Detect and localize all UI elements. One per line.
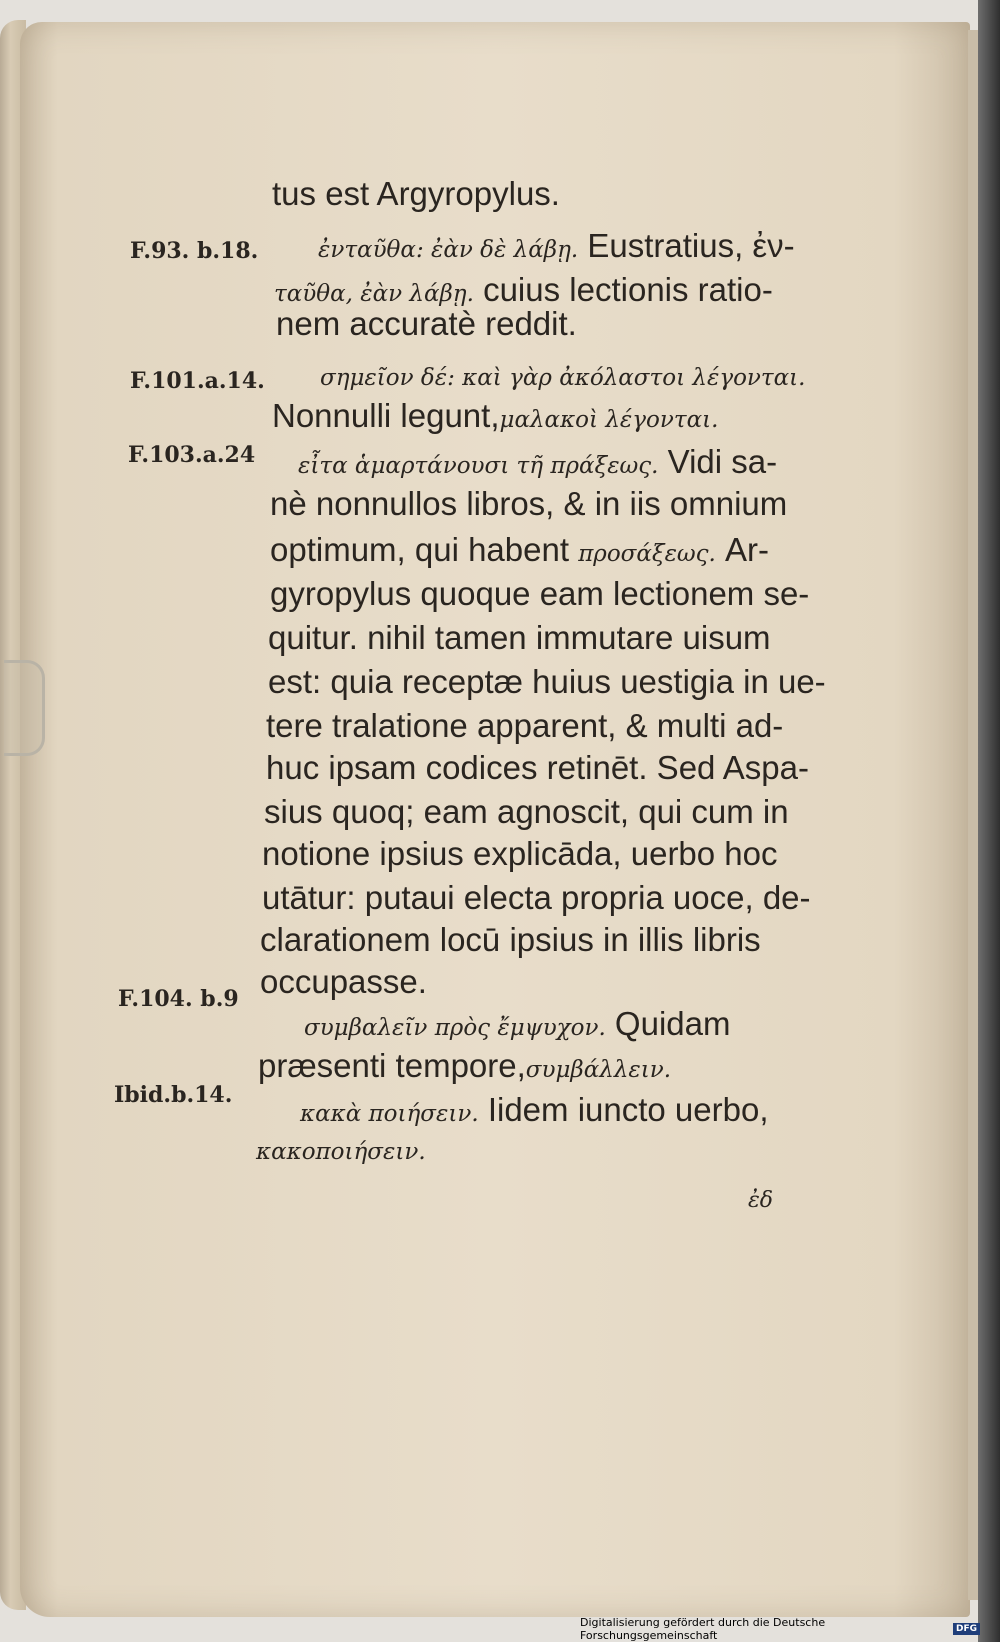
text-line bbox=[300, 1090, 769, 1134]
text-line: tus est Argyropylus. bbox=[272, 175, 560, 212]
text-line: utātur: putaui electa propria uoce, de- bbox=[262, 879, 811, 916]
text-line: nem accuratè reddit. bbox=[276, 305, 577, 342]
text-line: nè nonnullos libros, & in iis omnium bbox=[270, 485, 788, 522]
margin-ref-5: Ibid.b.14. bbox=[114, 1082, 233, 1108]
text-line: σημεῖον δέ: καὶ γὰρ ἀκόλαστοι λέγονται. bbox=[320, 365, 806, 391]
line-text: præsenti tempore, bbox=[258, 1047, 526, 1084]
text-line: quitur. nihil tamen immutare uisum bbox=[268, 619, 771, 656]
greek-phrase: μαλακοὶ λέγονται. bbox=[499, 407, 719, 433]
text-line bbox=[272, 396, 718, 440]
line-text: Vidi sa- bbox=[658, 443, 778, 480]
margin-ref-3: F.103.a.24 bbox=[128, 442, 256, 468]
text-line: gyropylus quoque eam lectionem se- bbox=[270, 575, 810, 612]
line-text: Ar- bbox=[715, 531, 770, 568]
text-line: est: quia receptæ huius uestigia in ue- bbox=[268, 663, 826, 700]
margin-ref-2: F.101.a.14. bbox=[130, 368, 265, 394]
digitization-footer bbox=[580, 1616, 980, 1642]
greek-phrase: εἶτα ἁμαρτάνουσι τῆ πράξεως. bbox=[298, 453, 659, 479]
line-text: Eustratius, ἐν- bbox=[578, 227, 795, 264]
margin-ref-4: F.104. b.9 bbox=[118, 986, 239, 1012]
footer-text: Digitalisierung gefördert durch die Deutsche Forschungsgemeinschaft bbox=[580, 1616, 826, 1642]
text-line bbox=[304, 1004, 730, 1048]
text-line: clarationem locū ipsius in illis libris bbox=[260, 921, 761, 958]
line-text: optimum, qui habent bbox=[270, 531, 579, 568]
next-page-edge bbox=[968, 30, 978, 1600]
greek-phrase: συμβαλεῖν πρὸς ἔμψυχον. bbox=[304, 1015, 606, 1041]
catchword: ἐδ bbox=[748, 1188, 774, 1213]
greek-phrase: προσάξεως. bbox=[578, 541, 716, 567]
line-text: Quidam bbox=[605, 1005, 731, 1042]
text-line bbox=[318, 226, 795, 270]
text-line: sius quoq; eam agnoscit, qui cum in bbox=[264, 793, 789, 830]
dfg-logo: DFG bbox=[953, 1623, 980, 1635]
greek-phrase: ἐνταῦθα: ἐὰν δὲ λάβῃ. bbox=[318, 237, 579, 263]
text-line: occupasse. bbox=[260, 963, 427, 1000]
line-text: Nonnulli legunt, bbox=[272, 397, 500, 434]
margin-ref-1: F.93. b.18. bbox=[130, 238, 259, 264]
text-line bbox=[298, 442, 777, 486]
binding-shadow bbox=[978, 0, 1000, 1642]
greek-phrase: κακὰ ποιήσειν. bbox=[300, 1101, 479, 1127]
text-line bbox=[258, 1046, 671, 1090]
text-line: huc ipsam codices retinēt. Sed Aspa- bbox=[266, 749, 809, 786]
line-text: cuius lectionis ratio- bbox=[473, 271, 773, 308]
text-line: notione ipsius explicāda, uerbo hoc bbox=[262, 835, 778, 872]
line-text: Iidem iuncto uerbo, bbox=[478, 1091, 769, 1128]
text-line: tere tralatione apparent, & multi ad- bbox=[266, 707, 784, 744]
text-line: κακοποιήσειν. bbox=[256, 1139, 426, 1165]
greek-phrase: ταῦθα, ἐὰν λάβῃ. bbox=[274, 281, 474, 307]
greek-phrase: συμβάλλειν. bbox=[525, 1057, 672, 1083]
page-clip bbox=[4, 660, 45, 756]
text-line bbox=[270, 530, 769, 574]
